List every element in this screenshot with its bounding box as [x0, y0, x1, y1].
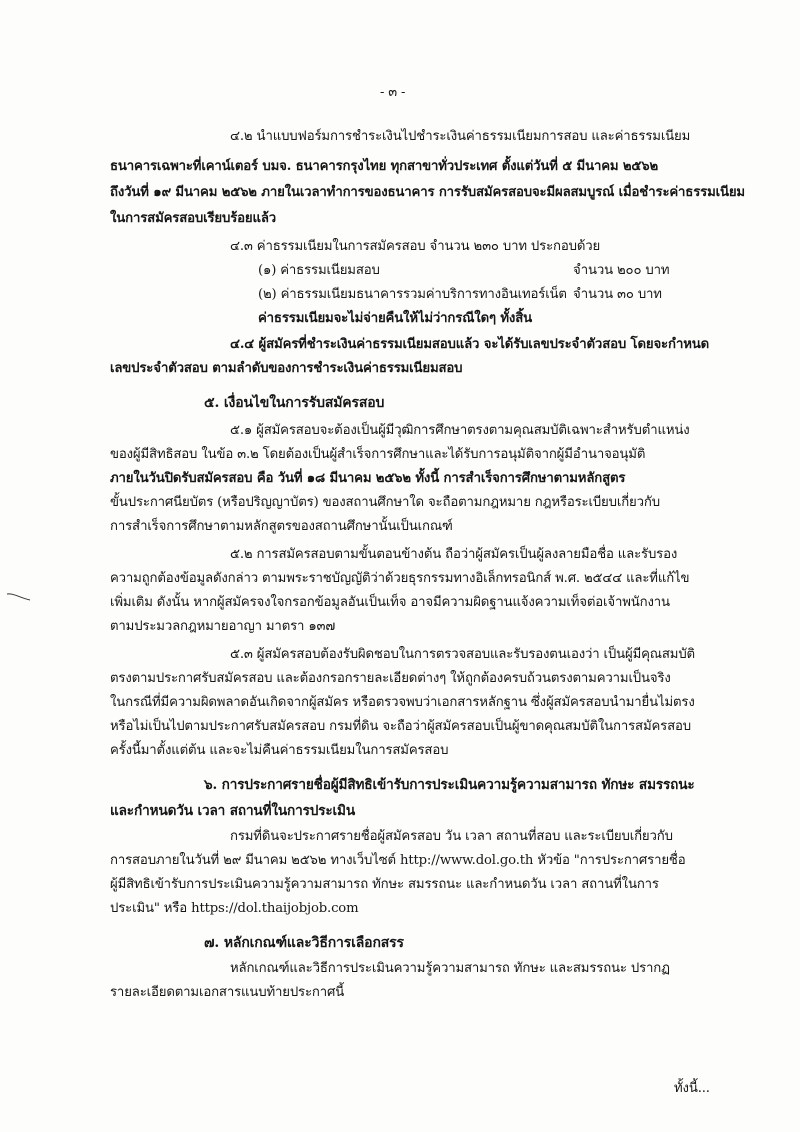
para-5-2-line-3: เพิ่มเติม ดังนั้น หากผู้สมัครจงใจกรอกข้อมูลอันเป็นเท็จ อาจมีความผิดฐานแจ้งความเท็จต่อเจ้าพนักงาน	[110, 595, 670, 610]
para-4-2-line-1: ๔.๒ นำแบบฟอร์มการชำระเงินไปชำระเงินค่าธรรมเนียมการสอบ และค่าธรรมเนียม	[230, 129, 691, 144]
para-5-2-line-2: ความถูกต้องข้อมูลดังกล่าว ตามพระราชบัญญัติว่าด้วยธุรกรรมทางอิเล็กทรอนิกส์ พ.ศ. ๒๕๔๔ และที่แก้ไข	[110, 571, 690, 586]
para-5-3-line-1: ๕.๓ ผู้สมัครสอบต้องรับผิดชอบในการตรวจสอบและรับรองตนเองว่า เป็นผู้มีคุณสมบัติ	[230, 647, 695, 662]
para-5-3-line-4: หรือไม่เป็นไปตามประกาศรับสมัครสอบ กรมที่ดิน จะถือว่าผู้สมัครสอบเป็นผู้ขาดคุณสมบัติในการสมัครสอบ	[110, 719, 691, 734]
para-5-3-line-5: ครั้งนี้มาตั้งแต่ต้น และจะไม่คืนค่าธรรมเนียมในการสมัครสอบ	[110, 743, 449, 758]
para-5-1-line-1: ๕.๑ ผู้สมัครสอบจะต้องเป็นผู้มีวุฒิการศึกษาตรงตามคุณสมบัติเฉพาะสำหรับตำแหน่ง	[230, 423, 690, 438]
section-7-heading: ๗. หลักเกณฑ์และวิธีการเลือกสรร	[204, 935, 404, 951]
fee-item-1-amount: จำนวน ๒๐๐ บาท	[573, 263, 670, 278]
para-5-1-line-3: ภายในวันปิดรับสมัครสอบ คือ วันที่ ๑๘ มีนาคม ๒๕๖๒ ทั้งนี้ การสำเร็จการศึกษาตามหลักสูตร	[110, 471, 626, 486]
para-4-4-line-1: ๔.๔ ผู้สมัครที่ชำระเงินค่าธรรมเนียมสอบแล้ว จะได้รับเลขประจำตัวสอบ โดยจะกำหนด	[230, 337, 710, 352]
para-5-1-line-2: ของผู้มีสิทธิสอบ ในข้อ ๓.๒ โดยต้องเป็นผู้สำเร็จการศึกษาและได้รับการอนุมัติจากผู้มีอำนาจอนุมัติ	[110, 447, 646, 462]
section-6-heading-line-1: ๖. การประกาศรายชื่อผู้มีสิทธิเข้ารับการประเมินความรู้ความสามารถ ทักษะ สมรรถนะ	[204, 777, 695, 793]
margin-pen-mark	[6, 592, 32, 602]
para-4-3-heading: ๔.๓ ค่าธรรมเนียมในการสมัครสอบ จำนวน ๒๓๐ บาท ประกอบด้วย	[230, 239, 601, 254]
fee-item-2-label: (๒) ค่าธรรมเนียมธนาคารรวมค่าบริการทางอินเทอร์เน็ต	[258, 287, 567, 302]
para-5-1-line-4: ขั้นประกาศนียบัตร (หรือปริญญาบัตร) ของสถานศึกษาใด จะถือตามกฎหมาย กฎหรือระเบียบเกี่ยวกับ	[110, 495, 660, 510]
section-6-body-line-3: ผู้มีสิทธิเข้ารับการประเมินความรู้ความสามารถ ทักษะ สมรรถนะ และกำหนดวัน เวลา สถานที่ในการ	[110, 877, 659, 892]
fee-item-2-amount: จำนวน ๓๐ บาท	[573, 287, 662, 302]
para-4-2-line-3: ถึงวันที่ ๑๙ มีนาคม ๒๕๖๒ ภายในเวลาทำการของธนาคาร การรับสมัครสอบจะมีผลสมบูรณ์ เมื่อชำระค่าธรรมเนียม	[110, 185, 745, 200]
para-5-2-line-4: ตามประมวลกฎหมายอาญา มาตรา ๑๓๗	[110, 619, 336, 634]
page-number: - ๓ -	[380, 85, 406, 100]
section-5-heading: ๕. เงื่อนไขในการรับสมัครสอบ	[204, 395, 385, 411]
para-5-1-line-5: การสำเร็จการศึกษาตามหลักสูตรของสถานศึกษานั้นเป็นเกณฑ์	[110, 519, 453, 534]
section-6-body-line-1: กรมที่ดินจะประกาศรายชื่อผู้สมัครสอบ วัน เวลา สถานที่สอบ และระเบียบเกี่ยวกับ	[230, 829, 673, 844]
continuation-text: ทั้งนี้...	[674, 1081, 710, 1096]
section-7-body-line-2: รายละเอียดตามเอกสารแนบท้ายประกาศนี้	[110, 985, 345, 1000]
section-6-body-line-2: การสอบภายในวันที่ ๒๙ มีนาคม ๒๕๖๒ ทางเว็บไซต์ http://www.dol.go.th หัวข้อ "การประกาศรายชื่อ	[110, 853, 686, 868]
para-4-2-line-2: ธนาคารเฉพาะที่เคาน์เตอร์ บมจ. ธนาคารกรุงไทย ทุกสาขาทั่วประเทศ ตั้งแต่วันที่ ๕ มีนาคม ๒๕๖๒	[110, 159, 659, 174]
para-5-2-line-1: ๕.๒ การสมัครสอบตามขั้นตอนข้างต้น ถือว่าผู้สมัครเป็นผู้ลงลายมือชื่อ และรับรอง	[230, 547, 678, 562]
section-7-body-line-1: หลักเกณฑ์และวิธีการประเมินความรู้ความสามารถ ทักษะ และสมรรถนะ ปรากฏ	[230, 961, 670, 976]
para-4-4-line-2: เลขประจำตัวสอบ ตามลำดับของการชำระเงินค่าธรรมเนียมสอบ	[110, 361, 463, 376]
fee-nonrefund-note: ค่าธรรมเนียมจะไม่จ่ายคืนให้ไม่ว่ากรณีใดๆ ทั้งสิ้น	[258, 311, 532, 326]
para-4-2-line-4: ในการสมัครสอบเรียบร้อยแล้ว	[110, 211, 277, 226]
section-6-body-line-4: ประเมิน" หรือ https://dol.thaijobjob.com	[110, 901, 359, 916]
section-6-heading-line-2: และกำหนดวัน เวลา สถานที่ในการประเมิน	[110, 803, 355, 819]
para-5-3-line-2: ตรงตามประกาศรับสมัครสอบ และต้องกรอกรายละเอียดต่างๆ ให้ถูกต้องครบถ้วนตรงตามความเป็นจริง	[110, 671, 671, 686]
fee-item-1-label: (๑) ค่าธรรมเนียมสอบ	[258, 263, 380, 278]
para-5-3-line-3: ในกรณีที่มีความผิดพลาดอันเกิดจากผู้สมัคร หรือตรวจพบว่าเอกสารหลักฐาน ซึ่งผู้สมัครสอบนำมายื่นไม่ตรง	[110, 695, 695, 710]
